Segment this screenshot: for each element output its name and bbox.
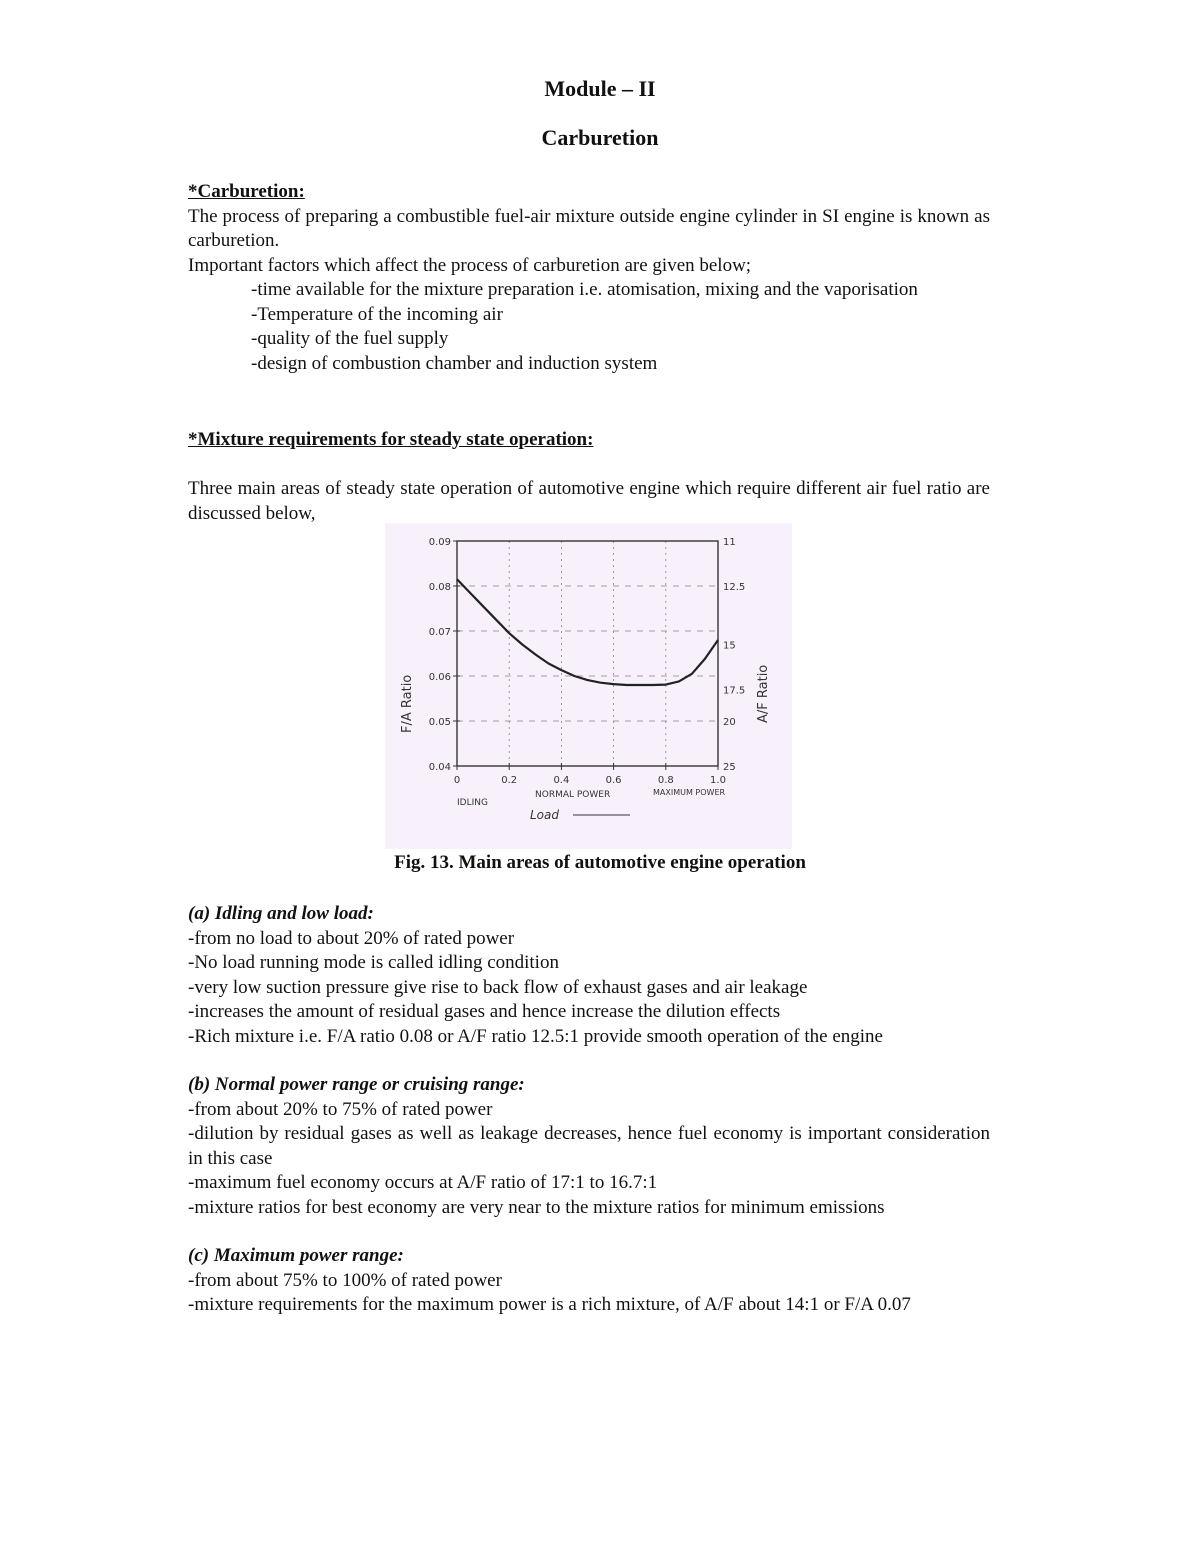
figure-caption: Fig. 13. Main areas of automotive engine operation (394, 852, 806, 873)
x-tick-label: 0.6 (605, 775, 622, 786)
x-tick-label: 0.8 (657, 775, 674, 786)
factor-item: -quality of the fuel supply (251, 328, 449, 349)
idling-point: -from no load to about 20% of rated power (188, 927, 515, 949)
idling-heading: (a) Idling and low load: (188, 903, 374, 924)
x-tick-label: 0.2 (501, 775, 518, 786)
y-tick-label: 0.06 (428, 672, 451, 683)
y2-tick-label: 25 (723, 762, 736, 773)
x-axis-label: Load (530, 808, 559, 822)
idling-point: -No load running mode is called idling condition (188, 952, 559, 973)
carburetion-heading: *Carburetion: (188, 181, 305, 202)
y2-tick-label: 20 (723, 717, 736, 728)
y2-tick-label: 15 (723, 640, 736, 652)
maximum-point: -mixture requirements for the maximum power is a rich mixture, of A/F about 14:1 or F/A 0.07 (188, 1294, 911, 1315)
topic-title: Carburetion (541, 125, 659, 150)
factor-item: -design of combustion chamber and induction system (251, 352, 658, 374)
normal-point: -from about 20% to 75% of rated power (188, 1098, 493, 1120)
y-tick-label: 0.04 (428, 762, 451, 773)
factor-item: -Temperature of the incoming air (251, 303, 503, 325)
fa-ratio-chart (385, 523, 792, 849)
y-tick-label: 0.08 (428, 582, 451, 593)
carburetion-definition: The process of preparing a combustible fuel-air mixture outside engine cylinder in SI engine is known as carburetion. (188, 205, 990, 251)
region-label-idling: IDLING (457, 798, 488, 808)
y2-tick-label: 11 (723, 537, 736, 548)
maximum-section (188, 1244, 990, 1318)
y-tick-label: 0.05 (428, 717, 451, 728)
idling-section (188, 902, 990, 1049)
y-axis-label: F/A Ratio (400, 674, 415, 733)
region-label-maximum: MAXIMUM POWER (653, 788, 726, 797)
idling-point: -increases the amount of residual gases and hence increase the dilution effects (188, 1001, 781, 1022)
y2-tick-label: 17.5 (723, 685, 746, 697)
module-title: Module – II (544, 76, 656, 101)
y-tick-label: 0.07 (428, 627, 451, 638)
factor-item: -time available for the mixture preparation i.e. atomisation, mixing and the vaporisation (251, 279, 918, 300)
x-tick-label: 0 (453, 775, 461, 786)
region-label-normal: NORMAL POWER (535, 790, 611, 800)
y-tick-label: 0.09 (428, 537, 451, 548)
normal-point: -dilution by residual gases as well as leakage decreases, hence fuel economy is important consideration in this case (188, 1123, 990, 1169)
normal-point: -mixture ratios for best economy are very near to the mixture ratios for minimum emissions (188, 1196, 885, 1218)
factors-intro: Important factors which affect the process of carburetion are given below; (188, 254, 752, 276)
normal-section (188, 1073, 990, 1220)
maximum-heading: (c) Maximum power range: (188, 1245, 404, 1266)
idling-point: -Rich mixture i.e. F/A ratio 0.08 or A/F ratio 12.5:1 provide smooth operation of the engine (188, 1025, 883, 1047)
normal-heading: (b) Normal power range or cruising range: (188, 1074, 525, 1095)
y2-tick-label: 12.5 (723, 582, 746, 593)
maximum-point: -from about 75% to 100% of rated power (188, 1269, 502, 1291)
idling-point: -very low suction pressure give rise to back flow of exhaust gases and air leakage (188, 976, 808, 998)
mixture-heading: *Mixture requirements for steady state operation: (188, 429, 594, 450)
mixture-intro: Three main areas of steady state operation of automotive engine which require different air fuel ratio are discussed below, (188, 478, 990, 524)
normal-point: -maximum fuel economy occurs at A/F ratio of 17:1 to 16.7:1 (188, 1172, 658, 1193)
carburetion-section (188, 180, 990, 376)
y2-axis-label: A/F Ratio (756, 664, 771, 723)
x-tick-label: 0.4 (553, 775, 570, 786)
x-tick-label: 1.0 (710, 775, 726, 786)
